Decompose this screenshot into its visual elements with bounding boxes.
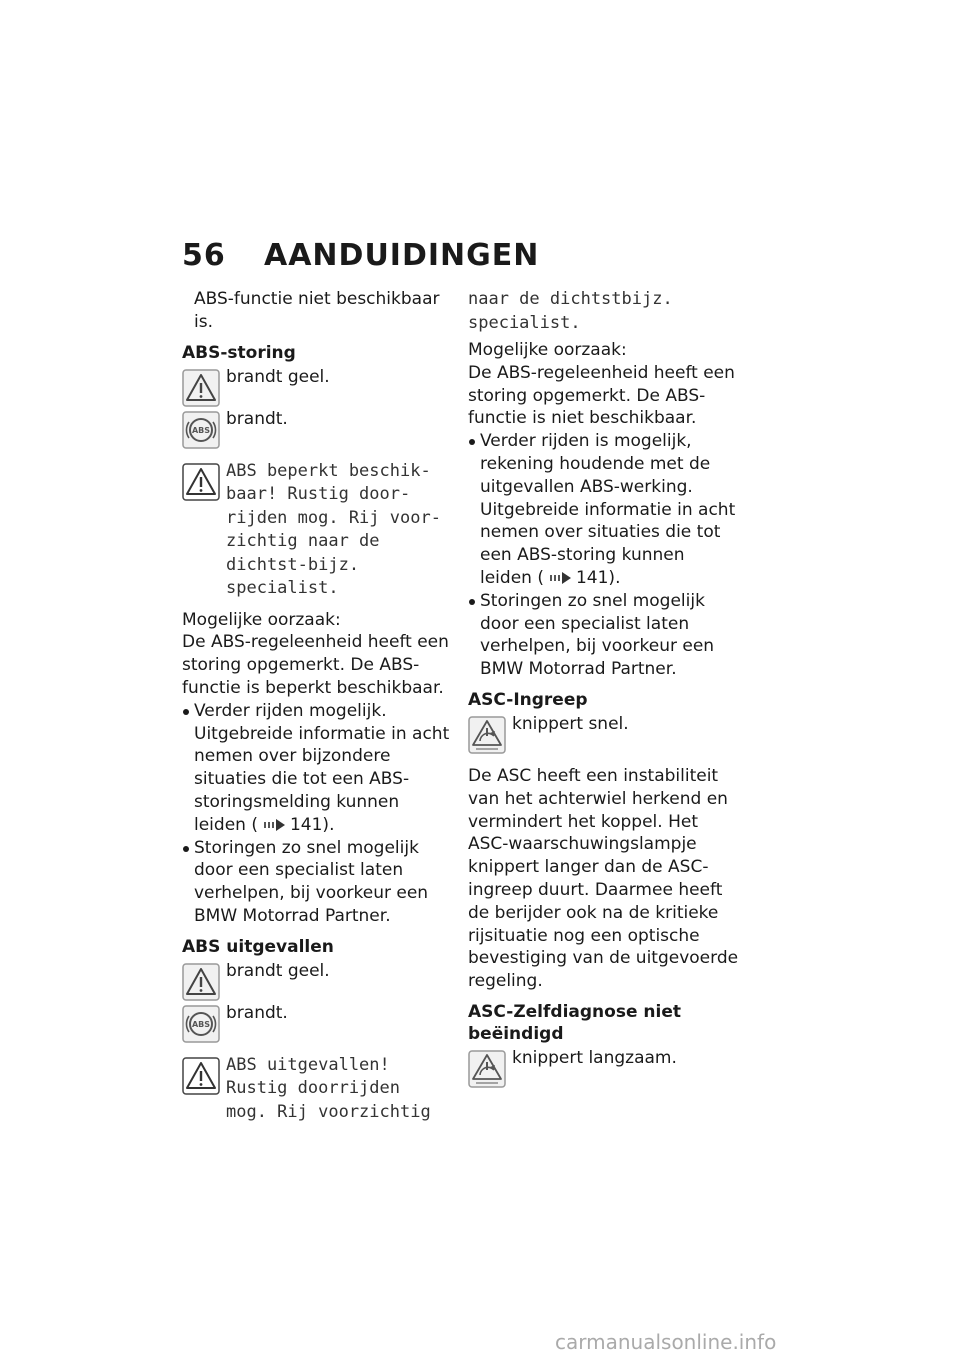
svg-text:ABS: ABS	[191, 425, 211, 435]
list-item: Verder rijden is mogelijk, rekening houdende met de uitgevallen ABS-werking. Uitgebreide informatie in acht nemen over situaties die tot een ABS-storing kunnen leiden ( 141).	[468, 430, 740, 590]
abs-lamp-text: brandt.	[226, 408, 288, 429]
asc-ingreep-heading: ASC-Ingreep	[468, 689, 588, 710]
warning-triangle-icon	[182, 963, 220, 1001]
abs-lamp-row	[182, 1002, 450, 1044]
abs-storing-heading: ABS-storing	[182, 342, 296, 363]
warning-lamp-row	[182, 960, 450, 1002]
cause-text: De ABS-regeleenheid heeft een storing opgemerkt. De ABS-functie is niet beschikbaar.	[468, 362, 735, 429]
abs-icon	[182, 411, 220, 449]
page-ref[interactable]: 141).	[575, 567, 621, 588]
asc-lamp-row	[468, 1047, 740, 1089]
abs-uitgevallen-heading: ABS uitgevallen	[182, 936, 334, 957]
cause-label: Mogelijke oorzaak:	[182, 609, 341, 630]
cause-text: De ABS-regeleenheid heeft een storing opgemerkt. De ABS-functie is beperkt beschikbaar.	[182, 632, 449, 698]
page-ref[interactable]: 141).	[289, 814, 335, 835]
display-message	[182, 1054, 450, 1125]
warning-lamp-text: brandt geel.	[226, 366, 330, 387]
abs-lamp-text: brandt.	[226, 1002, 288, 1023]
bullet-list	[468, 430, 740, 681]
abs-lamp-row	[182, 408, 450, 450]
asc-lamp-text: knippert langzaam.	[512, 1047, 677, 1068]
display-message-line1: ABS uitgevallen!	[226, 1054, 390, 1075]
asc-body-text: De ASC heeft een instabiliteit van het achterwiel herkend en vermindert het koppel. Het ASC-waarschuwingslampje knippert langer dan de ASC-ingreep duurt. Daarmee heeft de berijder ook na de kritieke rijsituatie nog een optische bevestiging van de uitgevoerde regeling.	[468, 765, 739, 992]
bullet-list	[182, 700, 450, 928]
right-column	[468, 288, 740, 1089]
asc-lamp-row	[468, 713, 740, 755]
asc-icon	[468, 716, 506, 754]
display-message	[182, 460, 450, 601]
display-message-line1: ABS beperkt beschik-	[226, 460, 431, 481]
intro-text: ABS-functie niet beschikbaar is.	[194, 289, 440, 332]
asc-lamp-text: knippert snel.	[512, 713, 629, 734]
list-item: Storingen zo snel mogelijk door een specialist laten verhelpen, bij voorkeur een BMW Motorrad Partner.	[468, 590, 740, 681]
cause-label: Mogelijke oorzaak:	[468, 340, 627, 360]
display-message-line2: Rustig doorrijden mog. Rij voorzichtig	[226, 1078, 431, 1122]
asc-icon	[468, 1050, 506, 1088]
svg-text:ABS: ABS	[191, 1019, 211, 1029]
page-header	[182, 238, 539, 273]
chapter-title: AANDUIDINGEN	[264, 238, 540, 273]
left-column	[182, 288, 450, 1124]
warning-triangle-icon	[182, 463, 220, 505]
warning-lamp-text: brandt geel.	[226, 960, 330, 981]
watermark: carmanualsonline.info	[555, 1330, 777, 1354]
page-number: 56	[182, 238, 226, 273]
abs-icon	[182, 1005, 220, 1043]
list-item: Verder rijden mogelijk. Uitgebreide informatie in acht nemen over bijzondere situaties die tot een ABS-storingsmelding kunnen leiden ( 141).	[182, 700, 450, 837]
asc-zelfdiagnose-heading: ASC-Zelfdiagnose niet beëindigd	[468, 1001, 681, 1044]
display-message-line2: baar! Rustig door-rijden mog. Rij voor-zichtig naar de dichtst-bijz. specialist.	[226, 484, 441, 599]
warning-lamp-row	[182, 366, 450, 408]
display-message-continued: naar de dichtstbijz. specialist.	[468, 289, 673, 333]
page-ref-arrow-icon	[550, 571, 572, 585]
warning-triangle-icon	[182, 369, 220, 407]
page-ref-arrow-icon	[264, 818, 286, 832]
list-item: Storingen zo snel mogelijk door een specialist laten verhelpen, bij voorkeur een BMW Motorrad Partner.	[182, 837, 450, 928]
warning-triangle-icon	[182, 1057, 220, 1099]
